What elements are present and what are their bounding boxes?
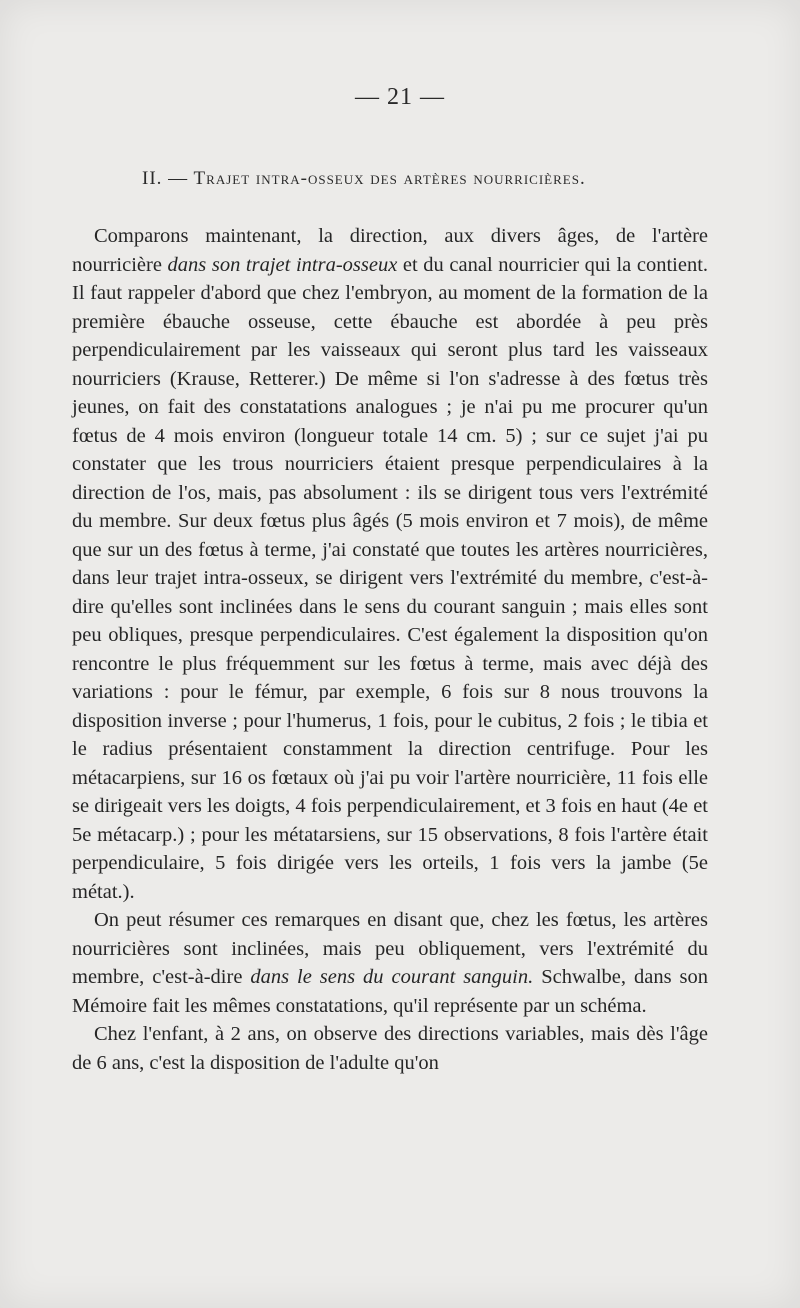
paragraph-1-text-b: et du canal nourricier qui la contient. Il faut rappeler d'abord que chez l'embryon, au moment de la formation de la première ébauche osseuse, cette ébauche est abordée à peu près perpendiculairement par les vaisseaux qui seront plus tard les vaisseaux nourriciers (Krause, Retterer.) De même si l'on s'adresse à des fœtus très jeunes, on fait des constatations analogues ; je n'ai pu me procurer qu'un fœtus de 4 mois environ (longueur totale 14 cm. 5) ; sur ce sujet j'ai pu constater que les trous nourriciers étaient presque perpendiculaires à la direction de l'os, mais, pas absolument : ils se dirigent tous vers l'extrémité du membre. Sur deux fœtus plus âgés (5 mois environ et 7 mois), de même que sur un des fœtus à terme, j'ai constaté que toutes les artères nourricières, dans leur trajet intra-osseux, se dirigent vers l'extrémité du membre, c'est-à-dire qu'elles sont inclinées dans le sens du courant sanguin ; mais elles sont peu obliques, presque perpendiculaires. C'est également la disposition qu'on rencontre le plus fréquemment sur les fœtus à terme, mais avec déjà des variations : pour le fémur, par exemple, 6 fois sur 8 nous trouvons la disposition inverse ; pour l'humerus, 1 fois, pour le cubitus, 2 fois ; le tibia et le radius présentaient constamment la direction centrifuge. Pour les métacarpiens, sur 16 os fœtaux où j'ai pu voir l'artère nourricière, 11 fois elle se dirigeait vers les doigts, 4 fois perpendiculairement, et 3 fois en haut (4e et 5e métacarp.) ; pour les métatarsiens, sur 15 observations, 8 fois l'artère était perpendiculaire, 5 fois dirigée vers les orteils, 1 fois vers la jambe (5e métat.).: [72, 253, 709, 903]
paragraph-1-text-a: Comparons maintenant, la direction, aux divers âges, de l'artère nourricière: [72, 225, 708, 276]
paragraph-2-text-a: On peut résumer ces remarques en disant que, chez les fœtus, les artères nourricières sont inclinées, mais peu obliquement, vers l'extrémité du membre, c'est-à-dire: [72, 909, 708, 988]
paragraph-1: [72, 222, 708, 906]
paragraph-2-italic: dans le sens du courant sanguin.: [250, 966, 534, 988]
paragraph-1-italic: dans son trajet intra-osseux: [167, 253, 398, 276]
paragraph-2-text-b: Schwalbe, dans son Mémoire fait les mêmes constatations, qu'il représente par un schéma.: [72, 966, 708, 1017]
paragraph-3: Chez l'enfant, à 2 ans, on observe des directions variables, mais dès l'âge de 6 ans, c'est la disposition de l'adulte qu'on: [72, 1023, 708, 1074]
section-heading: II. — Trajet intra-osseux des artères nourricières.: [142, 168, 586, 189]
paragraph-2: [72, 906, 708, 1020]
page-number: — 21 —: [355, 84, 445, 110]
body-text: [72, 222, 708, 1077]
